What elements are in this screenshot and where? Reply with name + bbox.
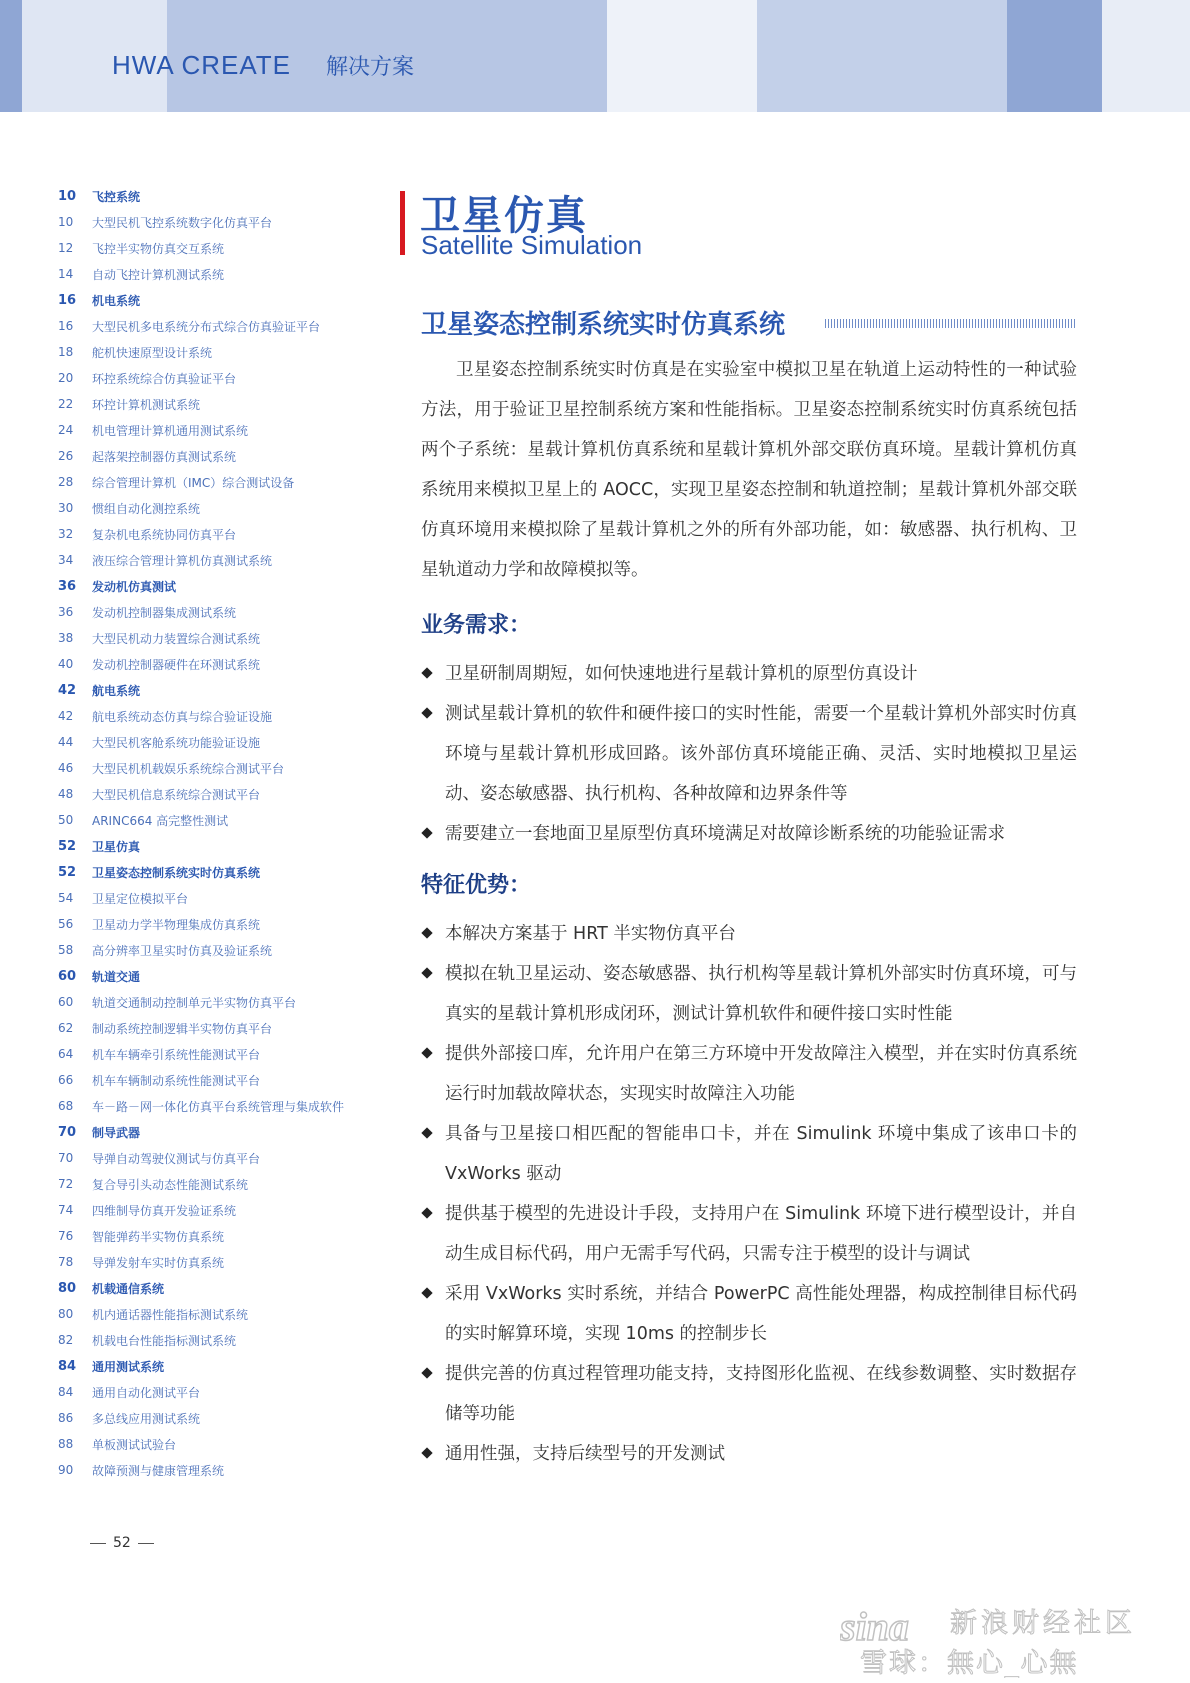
toc-item [58, 833, 388, 859]
toc-page-number: 36 [58, 578, 77, 594]
requirements-list [421, 654, 1077, 854]
toc-label: 综合管理计算机（IMC）综合测试设备 [92, 475, 295, 490]
toc-page-number: 46 [58, 761, 74, 775]
header-stripe [757, 0, 1007, 112]
toc-item [58, 1405, 388, 1431]
toc-label: 卫星动力学半物理集成仿真系统 [92, 917, 261, 932]
toc-item [58, 1015, 388, 1041]
toc-label: 大型民机飞控系统数字化仿真平台 [92, 215, 273, 230]
toc-page-number: 28 [58, 475, 74, 489]
toc-item [58, 1171, 388, 1197]
toc-label: 卫星姿态控制系统实时仿真系统 [92, 865, 261, 880]
toc-label: 机车车辆牵引系统性能测试平台 [92, 1047, 261, 1062]
page-title: 卫星仿真 [420, 193, 588, 239]
diamond-bullet-icon [421, 1127, 432, 1138]
feature-item-text: 提供基于模型的先进设计手段，支持用户在 Simulink 环境下进行模型设计，并自动生成目标代码，用户无需手写代码，只需专注于模型的设计与调试 [445, 1204, 1077, 1264]
toc-page-number: 24 [58, 423, 74, 437]
dash-left [90, 1543, 106, 1544]
toc-page-number: 44 [58, 735, 74, 749]
toc-page-number: 84 [58, 1385, 74, 1399]
toc-item [58, 287, 388, 313]
toc-page-number: 48 [58, 787, 74, 801]
toc-label: 发动机仿真测试 [92, 579, 177, 594]
requirement-item [421, 814, 1077, 854]
toc-page-number: 54 [58, 891, 74, 905]
feature-item [421, 1274, 1077, 1354]
toc-item [58, 1067, 388, 1093]
diamond-bullet-icon [421, 1367, 432, 1378]
toc-item [58, 1093, 388, 1119]
toc-page-number: 64 [58, 1047, 74, 1061]
feature-item-text: 本解决方案基于 HRT 半实物仿真平台 [445, 924, 736, 944]
toc-label: 单板测试试验台 [92, 1437, 177, 1452]
feature-item [421, 1114, 1077, 1194]
toc-page-number: 50 [58, 813, 74, 827]
intro-paragraph: 卫星姿态控制系统实时仿真是在实验室中模拟卫星在轨道上运动特性的一种试验方法，用于验证卫星控制系统方案和性能指标。卫星姿态控制系统实时仿真系统包括两个子系统：星载计算机仿真系统和星载计算机外部交联仿真环境。星载计算机仿真系统用来模拟卫星上的 AOCC，实现卫星姿态控制和轨道控制；星载计算机外部交联仿真环境用来模拟除了星载计算机之外的所有外部功能，如：敏感器、执行机构、卫星轨道动力学和故障模拟等。 [421, 360, 1077, 580]
toc-label: 机内通话器性能指标测试系统 [92, 1307, 249, 1322]
toc-label: 机电管理计算机通用测试系统 [92, 423, 249, 438]
page-number: 52 [83, 1535, 161, 1551]
toc-page-number: 70 [58, 1124, 77, 1140]
requirement-item [421, 654, 1077, 694]
feature-item [421, 1034, 1077, 1114]
toc-item [58, 1379, 388, 1405]
toc-page-number: 62 [58, 1021, 74, 1035]
toc-page-number: 84 [58, 1358, 77, 1374]
toc-label: 大型民机信息系统综合测试平台 [92, 787, 261, 802]
toc-page-number: 52 [58, 838, 77, 854]
toc-page-number: 18 [58, 345, 74, 359]
toc-label: 制导武器 [92, 1125, 141, 1140]
feature-item [421, 1354, 1077, 1434]
toc-label: 轨道交通制动控制单元半实物仿真平台 [92, 995, 297, 1010]
toc-label: 机电系统 [92, 293, 141, 308]
toc-item [58, 729, 388, 755]
toc-page-number: 68 [58, 1099, 74, 1113]
heading-hatch-decoration [825, 319, 1077, 328]
toc-item [58, 755, 388, 781]
toc-label: 自动飞控计算机测试系统 [92, 267, 225, 282]
watermark-author: 雪球：無心_心無 [860, 1648, 1079, 1678]
toc-item [58, 209, 388, 235]
toc-page-number: 56 [58, 917, 74, 931]
diamond-bullet-icon [421, 1447, 432, 1458]
page-title-english: Satellite Simulation [421, 230, 643, 260]
toc-item [58, 651, 388, 677]
toc-page-number: 38 [58, 631, 74, 645]
toc-item [58, 885, 388, 911]
feature-item [421, 1194, 1077, 1274]
toc-item [58, 521, 388, 547]
toc-page-number: 80 [58, 1280, 77, 1296]
requirement-item-text: 需要建立一套地面卫星原型仿真环境满足对故障诊断系统的功能验证需求 [445, 824, 1005, 844]
toc-item [58, 1457, 388, 1483]
toc-label: 轨道交通 [92, 969, 141, 984]
toc-label: 卫星定位模拟平台 [92, 891, 189, 906]
toc-item [58, 183, 388, 209]
toc-item [58, 339, 388, 365]
toc-label: 航电系统动态仿真与综合验证设施 [92, 709, 273, 724]
toc-item [58, 781, 388, 807]
toc-item [58, 989, 388, 1015]
toc-item [58, 443, 388, 469]
toc-label: 航电系统 [92, 683, 141, 698]
toc-label: 大型民机机载娱乐系统综合测试平台 [92, 761, 285, 776]
toc-item [58, 261, 388, 287]
feature-item-text: 模拟在轨卫星运动、姿态敏感器、执行机构等星载计算机外部实时仿真环境，可与真实的星载计算机形成闭环，测试计算机软件和硬件接口实时性能 [445, 964, 1077, 1024]
diamond-bullet-icon [421, 707, 432, 718]
toc-label: 环控系统综合仿真验证平台 [92, 371, 237, 386]
toc-page-number: 42 [58, 709, 74, 723]
toc-item [58, 1197, 388, 1223]
toc-page-number: 60 [58, 968, 77, 984]
diamond-bullet-icon [421, 1207, 432, 1218]
toc-page-number: 70 [58, 1151, 74, 1165]
toc-item [58, 469, 388, 495]
toc-page-number: 12 [58, 241, 74, 255]
header-stripe [0, 0, 22, 112]
diamond-bullet-icon [421, 927, 432, 938]
requirement-item [421, 694, 1077, 814]
toc-item [58, 1431, 388, 1457]
toc-label: 车－路－网一体化仿真平台系统管理与集成软件 [92, 1099, 345, 1114]
toc-label: 四维制导仿真开发验证系统 [92, 1203, 237, 1218]
features-heading: 特征优势： [421, 873, 532, 898]
toc-label: 大型民机动力装置综合测试系统 [92, 631, 261, 646]
requirements-heading: 业务需求： [421, 613, 532, 638]
toc-page-number: 60 [58, 995, 74, 1009]
toc-item [58, 313, 388, 339]
toc-item [58, 1145, 388, 1171]
diamond-bullet-icon [421, 1047, 432, 1058]
diamond-bullet-icon [421, 667, 432, 678]
table-of-contents [58, 183, 388, 1483]
toc-label: ARINC664 高完整性测试 [92, 813, 229, 828]
toc-label: 导弹自动驾驶仪测试与仿真平台 [92, 1151, 261, 1166]
main-content [421, 350, 1077, 1474]
section-heading: 卫星姿态控制系统实时仿真系统 [421, 310, 786, 340]
feature-item-text: 提供完善的仿真过程管理功能支持，支持图形化监视、在线参数调整、实时数据存储等功能 [445, 1364, 1077, 1424]
toc-label: 起落架控制器仿真测试系统 [92, 449, 237, 464]
toc-label: 高分辨率卫星实时仿真及验证系统 [92, 943, 273, 958]
toc-label: 惯组自动化测控系统 [92, 501, 201, 516]
toc-item [58, 1275, 388, 1301]
toc-label: 复杂机电系统协同仿真平台 [92, 527, 237, 542]
toc-label: 故障预测与健康管理系统 [92, 1463, 225, 1478]
toc-label: 多总线应用测试系统 [92, 1411, 201, 1426]
toc-label: 飞控半实物仿真交互系统 [92, 241, 225, 256]
header-stripe [1007, 0, 1102, 112]
toc-item [58, 677, 388, 703]
diamond-bullet-icon [421, 1287, 432, 1298]
toc-label: 卫星仿真 [92, 839, 141, 854]
diamond-bullet-icon [421, 827, 432, 838]
toc-label: 发动机控制器集成测试系统 [92, 605, 237, 620]
toc-page-number: 86 [58, 1411, 74, 1425]
toc-page-number: 34 [58, 553, 74, 567]
toc-page-number: 78 [58, 1255, 74, 1269]
toc-item [58, 859, 388, 885]
toc-page-number: 88 [58, 1437, 74, 1451]
toc-page-number: 10 [58, 215, 74, 229]
toc-item [58, 1353, 388, 1379]
toc-label: 通用自动化测试平台 [92, 1385, 201, 1400]
requirement-item-text: 测试星载计算机的软件和硬件接口的实时性能，需要一个星载计算机外部实时仿真环境与星载计算机形成回路。该外部仿真环境能正确、灵活、实时地模拟卫星运动、姿态敏感器、执行机构、各种故障和边界条件等 [445, 704, 1077, 804]
feature-item-text: 具备与卫星接口相匹配的智能串口卡，并在 Simulink 环境中集成了该串口卡的 VxWorks 驱动 [445, 1124, 1077, 1184]
toc-item [58, 417, 388, 443]
toc-page-number: 16 [58, 319, 74, 333]
feature-item [421, 914, 1077, 954]
toc-label: 制动系统控制逻辑半实物仿真平台 [92, 1021, 273, 1036]
dash-right [138, 1543, 154, 1544]
sina-watermark [840, 1598, 1180, 1678]
toc-page-number: 14 [58, 267, 74, 281]
toc-page-number: 52 [58, 864, 77, 880]
toc-page-number: 74 [58, 1203, 74, 1217]
toc-item [58, 1223, 388, 1249]
toc-label: 发动机控制器硬件在环测试系统 [92, 657, 261, 672]
toc-page-number: 32 [58, 527, 74, 541]
toc-item [58, 1301, 388, 1327]
toc-label: 导弹发射车实时仿真系统 [92, 1255, 225, 1270]
toc-page-number: 40 [58, 657, 74, 671]
toc-item [58, 807, 388, 833]
toc-page-number: 58 [58, 943, 74, 957]
toc-item [58, 937, 388, 963]
toc-label: 机车车辆制动系统性能测试平台 [92, 1073, 261, 1088]
section-name: 解决方案 [326, 55, 415, 80]
title-accent-bar [400, 191, 405, 255]
toc-page-number: 90 [58, 1463, 74, 1477]
toc-item [58, 963, 388, 989]
sina-logo: sina [840, 1604, 909, 1649]
toc-page-number: 42 [58, 682, 77, 698]
header-stripe [1102, 0, 1190, 112]
header-stripe [607, 0, 757, 112]
toc-item [58, 1327, 388, 1353]
toc-item [58, 391, 388, 417]
toc-page-number: 76 [58, 1229, 74, 1243]
toc-page-number: 26 [58, 449, 74, 463]
toc-label: 机载电台性能指标测试系统 [92, 1333, 237, 1348]
toc-label: 智能弹药半实物仿真系统 [92, 1229, 225, 1244]
toc-page-number: 82 [58, 1333, 74, 1347]
company-logo: HWA CREATE [112, 50, 292, 80]
toc-item [58, 547, 388, 573]
toc-page-number: 80 [58, 1307, 74, 1321]
toc-page-number: 72 [58, 1177, 74, 1191]
toc-label: 液压综合管理计算机仿真测试系统 [92, 553, 273, 568]
toc-item [58, 573, 388, 599]
feature-item-text: 通用性强，支持后续型号的开发测试 [445, 1444, 725, 1464]
toc-page-number: 22 [58, 397, 74, 411]
toc-page-number: 16 [58, 292, 77, 308]
toc-page-number: 66 [58, 1073, 74, 1087]
header-banner [0, 0, 1190, 112]
toc-item [58, 911, 388, 937]
toc-label: 大型民机多电系统分布式综合仿真验证平台 [92, 319, 321, 334]
features-list [421, 914, 1077, 1474]
toc-item [58, 625, 388, 651]
watermark-text: 新浪财经社区 [950, 1608, 1136, 1639]
requirement-item-text: 卫星研制周期短，如何快速地进行星载计算机的原型仿真设计 [445, 664, 918, 684]
feature-item [421, 954, 1077, 1034]
feature-item-text: 提供外部接口库，允许用户在第三方环境中开发故障注入模型，并在实时仿真系统运行时加载故障状态，实现实时故障注入功能 [445, 1044, 1077, 1104]
toc-item [58, 1119, 388, 1145]
toc-label: 复合导引头动态性能测试系统 [92, 1177, 249, 1192]
toc-label: 飞控系统 [92, 189, 141, 204]
toc-page-number: 20 [58, 371, 74, 385]
toc-page-number: 10 [58, 188, 77, 204]
toc-item [58, 1249, 388, 1275]
feature-item [421, 1434, 1077, 1474]
toc-label: 大型民机客舱系统功能验证设施 [92, 735, 261, 750]
toc-page-number: 36 [58, 605, 74, 619]
toc-label: 环控计算机测试系统 [92, 397, 201, 412]
toc-label: 通用测试系统 [92, 1359, 165, 1374]
toc-page-number: 30 [58, 501, 74, 515]
toc-item [58, 1041, 388, 1067]
toc-item [58, 235, 388, 261]
diamond-bullet-icon [421, 967, 432, 978]
toc-item [58, 495, 388, 521]
toc-item [58, 365, 388, 391]
toc-item [58, 599, 388, 625]
toc-label: 机载通信系统 [92, 1281, 165, 1296]
toc-item [58, 703, 388, 729]
toc-label: 舵机快速原型设计系统 [92, 345, 213, 360]
feature-item-text: 采用 VxWorks 实时系统，并结合 PowerPC 高性能处理器，构成控制律目标代码的实时解算环境，实现 10ms 的控制步长 [445, 1284, 1077, 1344]
